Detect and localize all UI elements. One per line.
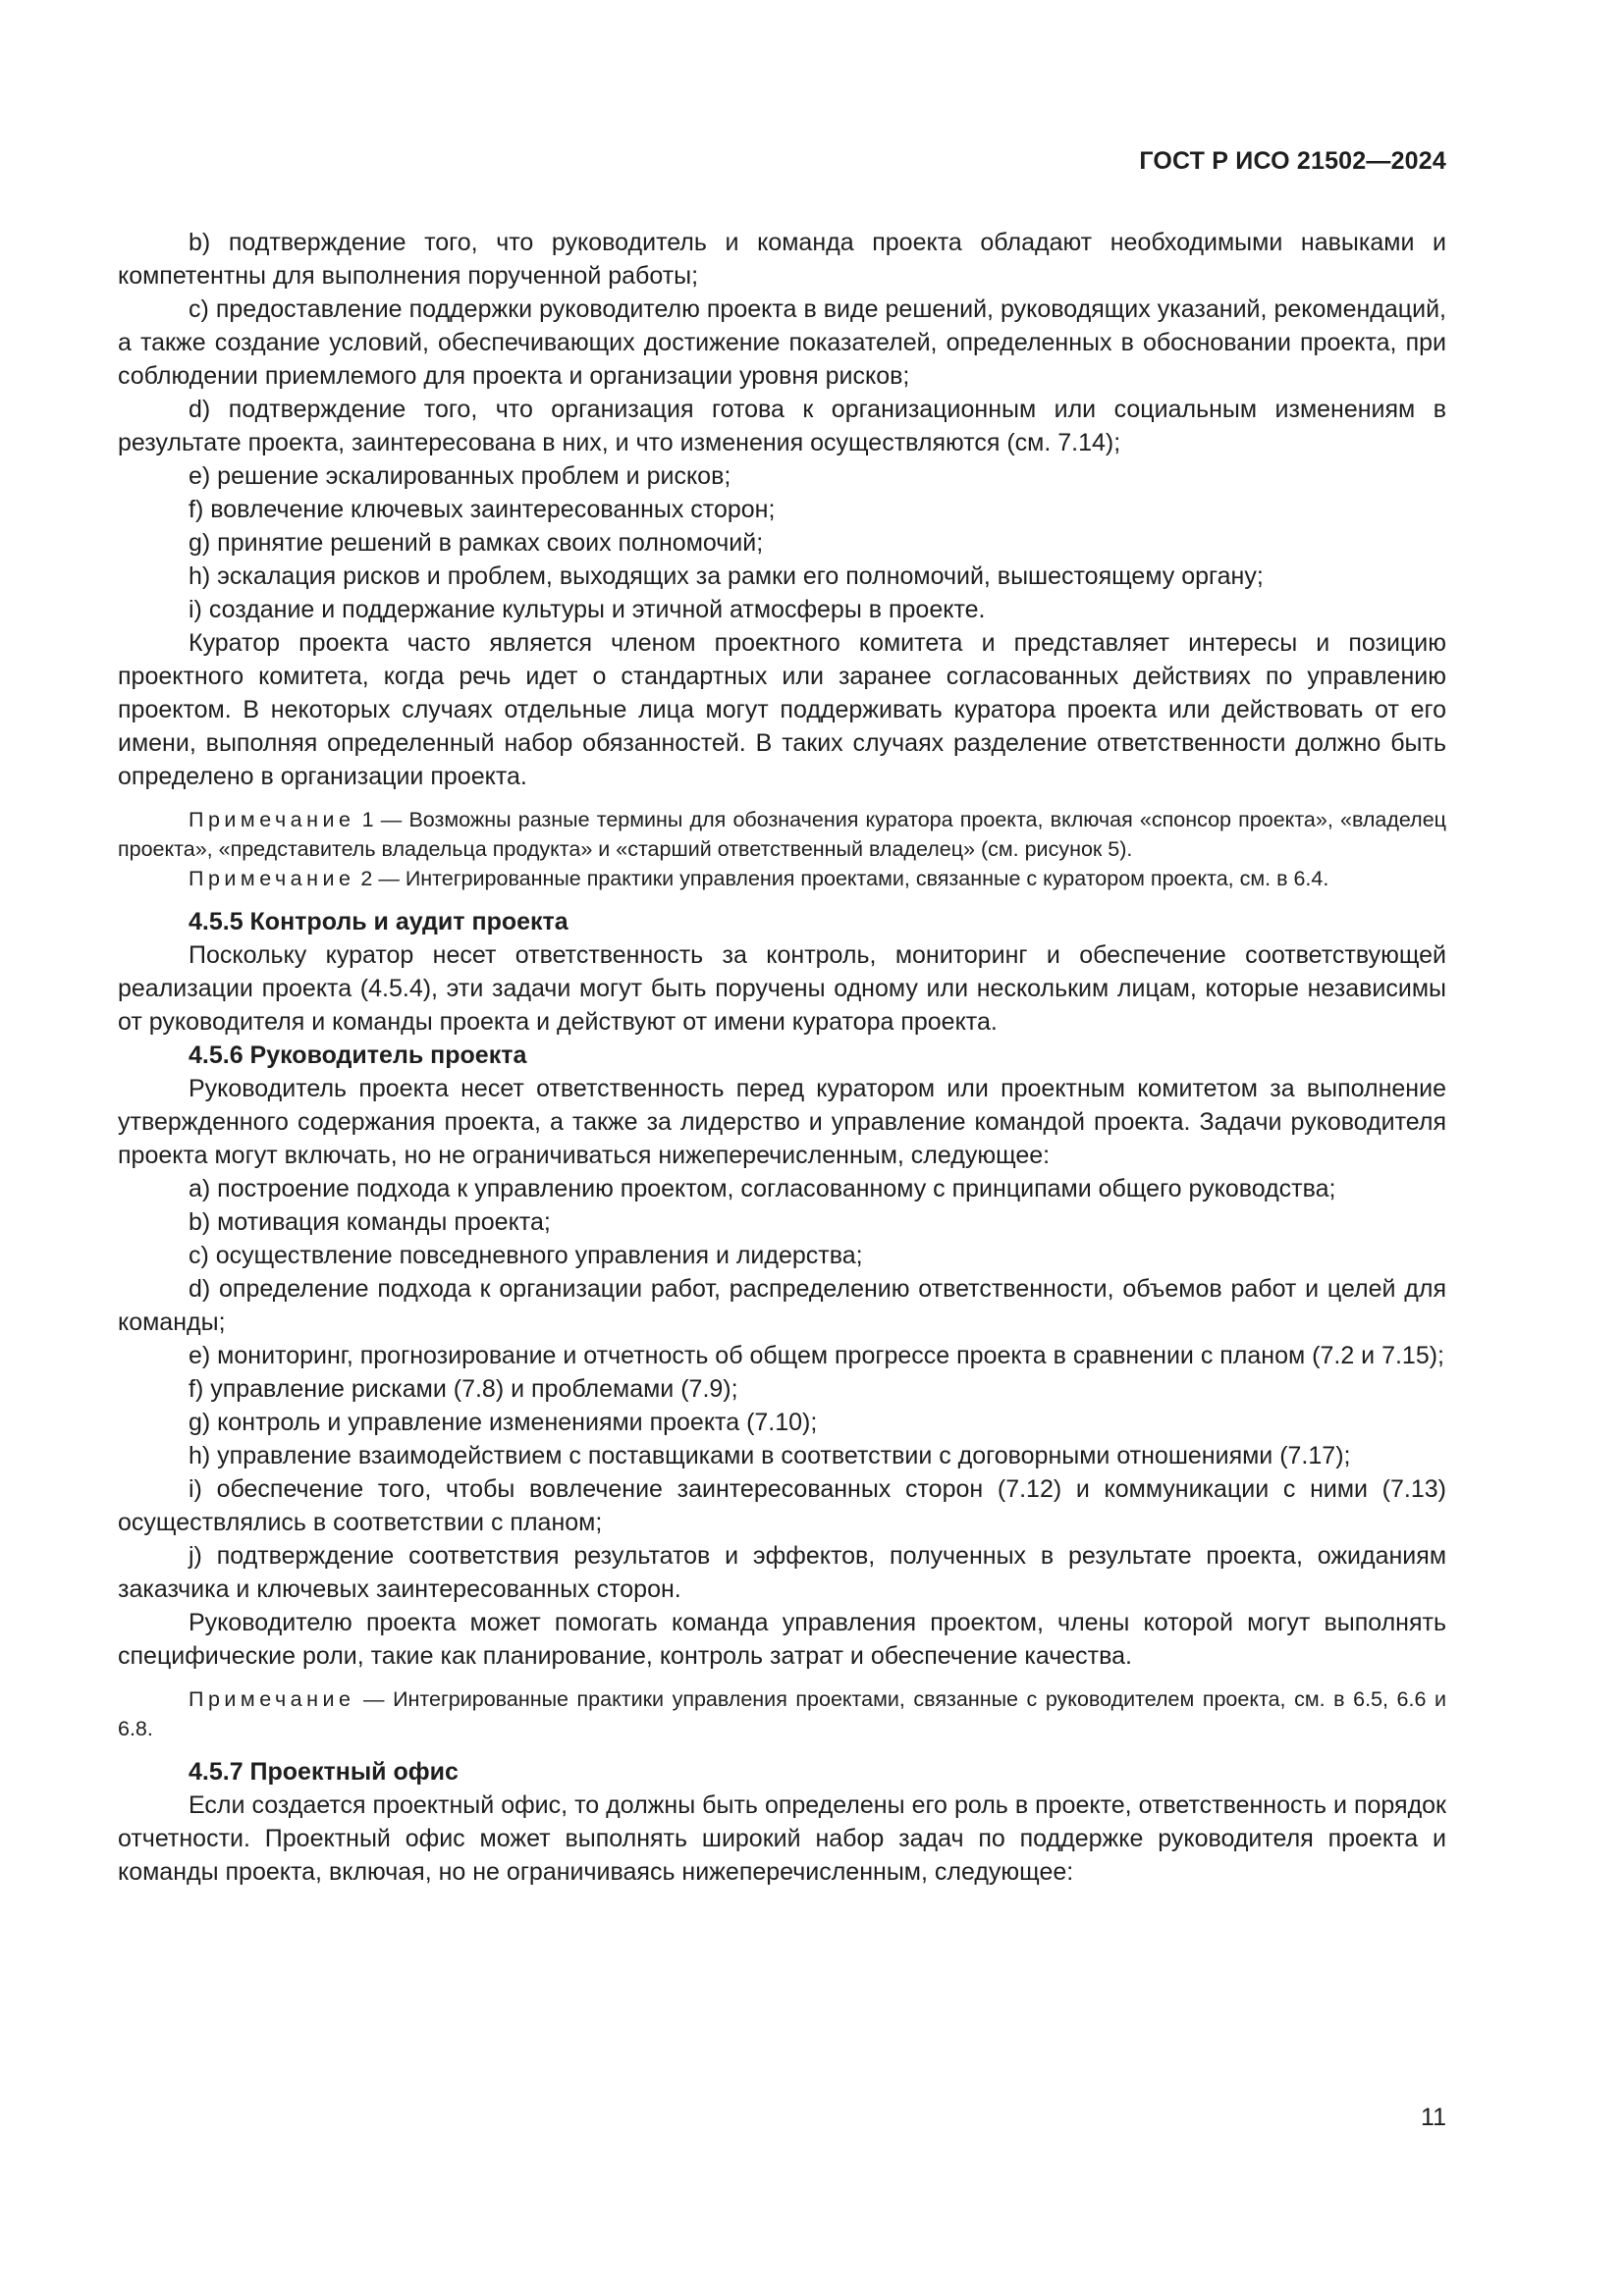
list-item-i: i) обеспечение того, чтобы вовлечение заинтересованных сторон (7.12) и коммуникации с ними (7.13) осуществлялись в соответствии с планом; (118, 1475, 1446, 1536)
page-number: 11 (1421, 2104, 1446, 2131)
list-item-f: f) управление рисками (7.8) и проблемами (7.9); (189, 1375, 738, 1403)
list-item-e: e) мониторинг, прогнозирование и отчетность об общем прогрессе проекта в сравнении с планом (7.2 и 7.15); (189, 1342, 1445, 1369)
body-paragraph: Руководитель проекта несет ответственность перед куратором или проектным комитетом за выполнение утвержденного содержания проекта, а также за лидерство и управление командой проекта. Задачи руководителя проекта могут включать, но не ограничиваться нижеперечисленным, следующее: (118, 1075, 1446, 1169)
list-item-j: j) подтверждение соответствия результатов и эффектов, полученных в результате проекта, ожиданиям заказчика и ключевых заинтересованных сторон. (118, 1542, 1446, 1603)
list-item-c: c) осуществление повседневного управления и лидерства; (189, 1242, 863, 1269)
list-item-b: b) мотивация команды проекта; (189, 1208, 551, 1236)
section-heading-4-5-6: 4.5.6 Руководитель проекта (189, 1041, 527, 1069)
list-item-d: d) определение подхода к организации работ, распределению ответственности, объемов работ и целей для команды; (118, 1275, 1446, 1336)
note-3 (118, 1684, 1446, 1743)
note-2 (118, 864, 1446, 893)
note-label: Примечание (189, 867, 355, 890)
note-text: 1 — Возможны разные термины для обозначения куратора проекта, включая «спонсор проекта», «владелец проекта», «представитель владельца продукта» и «старший ответственный владелец» (см. рисунок 5). (118, 808, 1446, 861)
list-item-c: c) предоставление поддержки руководителю проекта в виде решений, руководящих указаний, рекомендаций, а также создание условий, обеспечивающих достижение показателей, определенных в обосновании проекта, при соблюдении приемлемого для проекта и организации уровня рисков; (118, 295, 1446, 390)
note-1 (118, 805, 1446, 864)
document-header: ГОСТ Р ИСО 21502—2024 (1139, 147, 1446, 175)
list-item-i: i) создание и поддержание культуры и этичной атмосферы в проекте. (189, 596, 986, 623)
document-body (118, 226, 1446, 1889)
note-label: Примечание (189, 1687, 355, 1711)
list-item-g: g) принятие решений в рамках своих полномочий; (189, 529, 764, 557)
list-item-f: f) вовлечение ключевых заинтересованных сторон; (189, 496, 776, 523)
body-paragraph: Поскольку куратор несет ответственность за контроль, мониторинг и обеспечение соответствующей реализации проекта (4.5.4), эти задачи могут быть поручены одному или нескольким лицам, которые независимы от руководителя и команды проекта и действуют от имени куратора проекта. (118, 941, 1446, 1036)
body-paragraph: Руководителю проекта может помогать команда управления проектом, члены которой могут выполнять специфические роли, такие как планирование, контроль затрат и обеспечение качества. (118, 1609, 1446, 1670)
list-item-e: e) решение эскалированных проблем и рисков; (189, 462, 731, 490)
note-label: Примечание (189, 808, 355, 831)
section-heading-4-5-5: 4.5.5 Контроль и аудит проекта (189, 908, 568, 935)
list-item-b: b) подтверждение того, что руководитель и команда проекта обладают необходимыми навыками и компетентны для выполнения порученной работы; (118, 229, 1446, 290)
body-paragraph: Если создается проектный офис, то должны быть определены его роль в проекте, ответственность и порядок отчетности. Проектный офис может выполнять широкий набор задач по поддержке руководителя проекта и команды проекта, включая, но не ограничиваясь нижеперечисленным, следующее: (118, 1791, 1446, 1886)
section-heading-4-5-7: 4.5.7 Проектный офис (189, 1758, 459, 1786)
body-paragraph: Куратор проекта часто является членом проектного комитета и представляет интересы и позицию проектного комитета, когда речь идет о стандартных или заранее согласованных действиях по управлению проектом. В некоторых случаях отдельные лица могут поддерживать куратора проекта или действовать от его имени, выполняя определенный набор обязанностей. В таких случаях разделение ответственности должно быть определено в организации проекта. (118, 629, 1446, 790)
list-item-h: h) эскалация рисков и проблем, выходящих за рамки его полномочий, вышестоящему органу; (189, 562, 1264, 590)
list-item-d: d) подтверждение того, что организация готова к организационным или социальным изменениям в результате проекта, заинтересована в них, и что изменения осуществляются (см. 7.14); (118, 396, 1446, 456)
note-text: 2 — Интегрированные практики управления проектами, связанные с куратором проекта, см. в 6.4. (354, 867, 1329, 890)
list-item-a: a) построение подхода к управлению проектом, согласованному с принципами общего руководства; (189, 1175, 1336, 1202)
list-item-h: h) управление взаимодействием с поставщиками в соответствии с договорными отношениями (7.17); (189, 1442, 1351, 1469)
note-text: — Интегрированные практики управления проектами, связанные с руководителем проекта, см. в 6.5, 6.6 и 6.8. (118, 1687, 1446, 1740)
list-item-g: g) контроль и управление изменениями проекта (7.10); (189, 1409, 818, 1436)
